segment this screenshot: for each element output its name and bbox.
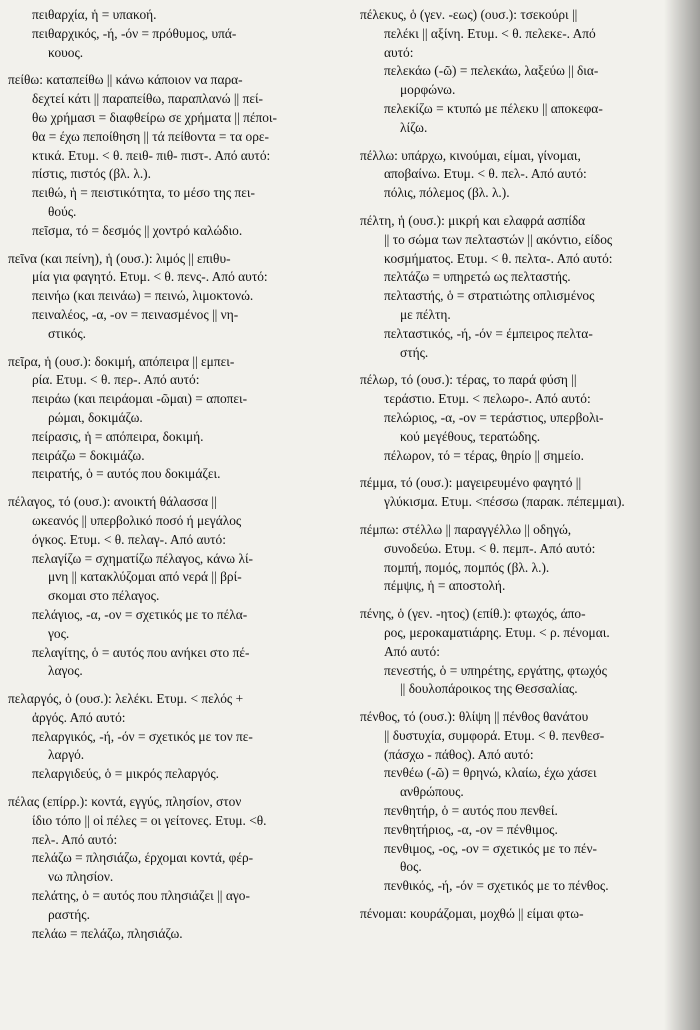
derivative-line: πεινήω (και πεινάω) = πεινώ, λιμοκτονώ. bbox=[32, 288, 254, 304]
dictionary-entry bbox=[360, 905, 695, 924]
derivative-line: πεῖσμα, τό = δεσμός || χοντρό καλώδιο. bbox=[32, 222, 243, 238]
dictionary-entry bbox=[8, 793, 346, 943]
dictionary-entry bbox=[360, 605, 695, 699]
continuation-line: αποβαίνω. Ετυμ. < θ. πελ-. Από αυτό: bbox=[384, 166, 587, 182]
derivative-line: πελεκάω (-ῶ) = πελεκάω, λαξεύω || δια- bbox=[384, 63, 599, 79]
derivative-line: πέλωρον, τό = τέρας, θηρίο || σημείο. bbox=[384, 447, 584, 463]
derivative-line: πενεστής, ὁ = υπηρέτης, εργάτης, φτωχός bbox=[384, 662, 607, 678]
continuation-line: κοσμήματος. Ετυμ. < θ. πελτα-. Από αυτό: bbox=[384, 250, 613, 266]
headword-line: πεῖνα (και πείνη), ἡ (ουσ.): λιμός || επιθυ- bbox=[8, 250, 231, 266]
derivative-line: πελεκίζω = κτυπώ με πέλεκυ || αποκεφα- bbox=[384, 100, 603, 116]
continuation-line: λαγος. bbox=[48, 663, 83, 679]
continuation-line: θω χρήμασι = διαφθείρω σε χρήματα || πέποι- bbox=[32, 109, 277, 125]
continuation-line: γλύκισμα. Ετυμ. <πέσσω (παρακ. πέπεμμαι). bbox=[384, 494, 625, 510]
continuation-line: κτικά. Ετυμ. < θ. πειθ- πιθ- πιστ-. Από αυτό: bbox=[32, 147, 271, 163]
continuation-line: νω πλησίον. bbox=[48, 869, 114, 885]
continuation-line: λαργό. bbox=[48, 747, 85, 763]
continuation-line: θος. bbox=[400, 859, 422, 875]
continuation-line: μορφώνω. bbox=[400, 82, 456, 98]
continuation-line: μνη || κατακλύζομαι από νερά || βρί- bbox=[48, 569, 242, 585]
continuation-line: κού μεγέθους, τερατώδης. bbox=[400, 428, 541, 444]
headword-line: πένθος, τό (ουσ.): θλίψη || πένθος θανάτου bbox=[360, 709, 589, 725]
derivative-line: πενθέω (-ῶ) = θρηνώ, κλαίω, έχω χάσει bbox=[384, 765, 597, 781]
derivative-line: πενθητήρ, ὁ = αυτός που πενθεί. bbox=[384, 803, 558, 819]
left-column bbox=[8, 6, 346, 952]
dictionary-entry bbox=[360, 474, 695, 512]
continuation-line: μία για φαγητό. Ετυμ. < θ. πενς-. Από αυτό: bbox=[32, 269, 268, 285]
dictionary-entry bbox=[8, 250, 346, 344]
headword-line: πελαργός, ὁ (ουσ.): λελέκι. Ετυμ. < πελός + bbox=[8, 691, 244, 707]
continuation-line: λίζω. bbox=[400, 119, 428, 135]
right-column bbox=[360, 6, 695, 933]
dictionary-entry bbox=[360, 6, 695, 138]
continuation-line: αυτό: bbox=[384, 44, 414, 60]
continuation-line: πελ-. Από αυτό: bbox=[32, 831, 118, 847]
dictionary-entry bbox=[8, 493, 346, 681]
derivative-line: πενθιμος, -ος, -ον = σχετικός με το πέν- bbox=[384, 840, 597, 856]
derivative-line: πειναλέος, -α, -ον = πεινασμένος || νη- bbox=[32, 306, 239, 322]
continuation-line: ραστής. bbox=[48, 906, 90, 922]
derivative-line: πενθικός, -ή, -όν = σχετικός με το πένθος. bbox=[384, 878, 609, 894]
continuation-line: τεράστιο. Ετυμ. < πελωρο-. Από αυτό: bbox=[384, 391, 591, 407]
headword-line: πέλας (επίρρ.): κοντά, εγγύς, πλησίον, στον bbox=[8, 794, 242, 810]
continuation-line: ίδιο τόπο || οἱ πέλες = οι γείτονες. Ετυμ. <θ. bbox=[32, 812, 267, 828]
continuation-line: γος. bbox=[48, 625, 70, 641]
dictionary-entry bbox=[8, 690, 346, 784]
derivative-line: πειθαρχία, ἡ = υπακοή. bbox=[32, 7, 157, 22]
headword-line: πέλεκυς, ὁ (γεν. -εως) (ουσ.): τσεκούρι || bbox=[360, 7, 578, 22]
continuation-line: ρώμαι, δοκιμάζω. bbox=[48, 409, 143, 425]
derivative-line: πελάζω = πλησιάζω, έρχομαι κοντά, φέρ- bbox=[32, 850, 254, 866]
derivative-line: πελάω = πελάζω, πλησιάζω. bbox=[32, 925, 183, 941]
headword-line: πέλωρ, τό (ουσ.): τέρας, το παρά φύση || bbox=[360, 372, 577, 388]
continuation-line: (πάσχω - πάθος). Από αυτό: bbox=[384, 746, 534, 762]
continuation-line: σκομαι στο πέλαγος. bbox=[48, 588, 160, 604]
derivative-line: πενθητήριος, -α, -ον = πένθιμος. bbox=[384, 821, 558, 837]
dictionary-entry bbox=[8, 71, 346, 240]
continuation-line: στικός. bbox=[48, 325, 87, 341]
derivative-line: πειρατής, ὁ = αυτός που δοκιμάζει. bbox=[32, 466, 221, 482]
dictionary-entry bbox=[360, 147, 695, 203]
dictionary-entry bbox=[360, 708, 695, 896]
continuation-line: θα = έχω πεποίθηση || τά πείθοντα = τα ορε- bbox=[32, 128, 269, 144]
headword-line: πέμπω: στέλλω || παραγγέλλω || οδηγώ, bbox=[360, 521, 572, 537]
continuation-line: Από αυτό: bbox=[384, 643, 440, 659]
continuation-line: || το σώμα των πελταστών || ακόντιο, είδος bbox=[384, 231, 613, 247]
continuation-line: κουος. bbox=[48, 44, 84, 60]
derivative-line: πελταστής, ὁ = στρατιώτης οπλισμένος bbox=[384, 288, 595, 304]
dictionary-entry bbox=[360, 521, 695, 596]
derivative-line: πελάτης, ὁ = αυτός που πλησιάζει || αγο- bbox=[32, 888, 250, 904]
derivative-line: πείρασις, ἡ = απόπειρα, δοκιμή. bbox=[32, 428, 204, 444]
continuation-line: ρος, μεροκαματιάρης. Ετυμ. < ρ. πένομαι. bbox=[384, 624, 610, 640]
continuation-line: ωκεανός || υπερβολικό ποσό ή μεγάλος bbox=[32, 512, 242, 528]
derivative-line: πελαργικός, -ή, -όν = σχετικός με τον πε- bbox=[32, 728, 253, 744]
derivative-line: πελαργιδεύς, ὁ = μικρός πελαργός. bbox=[32, 766, 219, 782]
derivative-line: πελτάζω = υπηρετώ ως πελταστής. bbox=[384, 269, 571, 285]
dictionary-entry bbox=[360, 371, 695, 465]
derivative-line: πίστις, πιστός (βλ. λ.). bbox=[32, 166, 151, 182]
page-edge-shadow bbox=[664, 0, 700, 1030]
continuation-line: δεχτεί κάτι || παραπείθω, παραπλανώ || πεί- bbox=[32, 91, 264, 107]
headword-line: πέλαγος, τό (ουσ.): ανοικτή θάλασσα || bbox=[8, 494, 217, 510]
headword-line: πέλλω: υπάρχω, κινούμαι, είμαι, γίνομαι, bbox=[360, 147, 581, 163]
derivative-line: πέμψις, ἡ = αποστολή. bbox=[384, 578, 506, 594]
headword-line: πένομαι: κουράζομαι, μοχθώ || είμαι φτω- bbox=[360, 906, 584, 922]
continuation-line: ρία. Ετυμ. < θ. περ-. Από αυτό: bbox=[32, 372, 200, 388]
headword-line: πέμμα, τό (ουσ.): μαγειρευμένο φαγητό || bbox=[360, 475, 582, 491]
continuation-line: με πέλτη. bbox=[400, 306, 451, 322]
derivative-line: πειράω (και πειράομαι -ῶμαι) = αποπει- bbox=[32, 391, 248, 407]
continuation-line: πελέκι || αξίνη. Ετυμ. < θ. πελεκε-. Από bbox=[384, 25, 596, 41]
derivative-line: πελάγιος, -α, -ον = σχετικός με το πέλα- bbox=[32, 606, 248, 622]
continuation-line: όγκος. Ετυμ. < θ. πελαγ-. Από αυτό: bbox=[32, 531, 226, 547]
dictionary-entry bbox=[8, 353, 346, 485]
continuation-line: στής. bbox=[400, 344, 429, 360]
continuation-line: ἀργός. Από αυτό: bbox=[32, 709, 126, 725]
derivative-line: πειράζω = δοκιμάζω. bbox=[32, 447, 145, 463]
continuation-line: θούς. bbox=[48, 203, 77, 219]
derivative-line: πομπή, πομός, πομπός (βλ. λ.). bbox=[384, 559, 550, 575]
headword-line: πέλτη, ἡ (ουσ.): μικρή και ελαφρά ασπίδα bbox=[360, 212, 586, 228]
headword-line: πείθω: καταπείθω || κάνω κάποιον να παρα- bbox=[8, 72, 243, 88]
dictionary-entry bbox=[8, 6, 346, 62]
headword-line: πεῖρα, ἡ (ουσ.): δοκιμή, απόπειρα || εμπει- bbox=[8, 353, 235, 369]
derivative-line: πελαγίτης, ὁ = αυτός που ανήκει στο πέ- bbox=[32, 644, 250, 660]
headword-line: πένης, ὁ (γεν. -ητος) (επίθ.): φτωχός, άπο- bbox=[360, 606, 586, 622]
continuation-line: συνοδεύω. Ετυμ. < θ. πεμπ-. Από αυτό: bbox=[384, 540, 596, 556]
derivative-line: πελαγίζω = σχηματίζω πέλαγος, κάνω λί- bbox=[32, 550, 254, 566]
dictionary-entry bbox=[360, 212, 695, 362]
derivative-line: πόλις, πόλεμος (βλ. λ.). bbox=[384, 185, 510, 201]
derivative-line: πειθώ, ἡ = πειστικότητα, το μέσο της πει- bbox=[32, 185, 255, 201]
derivative-line: πειθαρχικός, -ή, -όν = πρόθυμος, υπά- bbox=[32, 25, 237, 41]
continuation-line: || δυστυχία, συμφορά. Ετυμ. < θ. πενθεσ- bbox=[384, 727, 605, 743]
continuation-line: || δουλοπάροικος της Θεσσαλίας. bbox=[400, 681, 578, 697]
continuation-line: ανθρώπους. bbox=[400, 784, 464, 800]
derivative-line: πελταστικός, -ή, -όν = έμπειρος πελτα- bbox=[384, 325, 593, 341]
derivative-line: πελώριος, -α, -ον = τεράστιος, υπερβολι- bbox=[384, 409, 604, 425]
